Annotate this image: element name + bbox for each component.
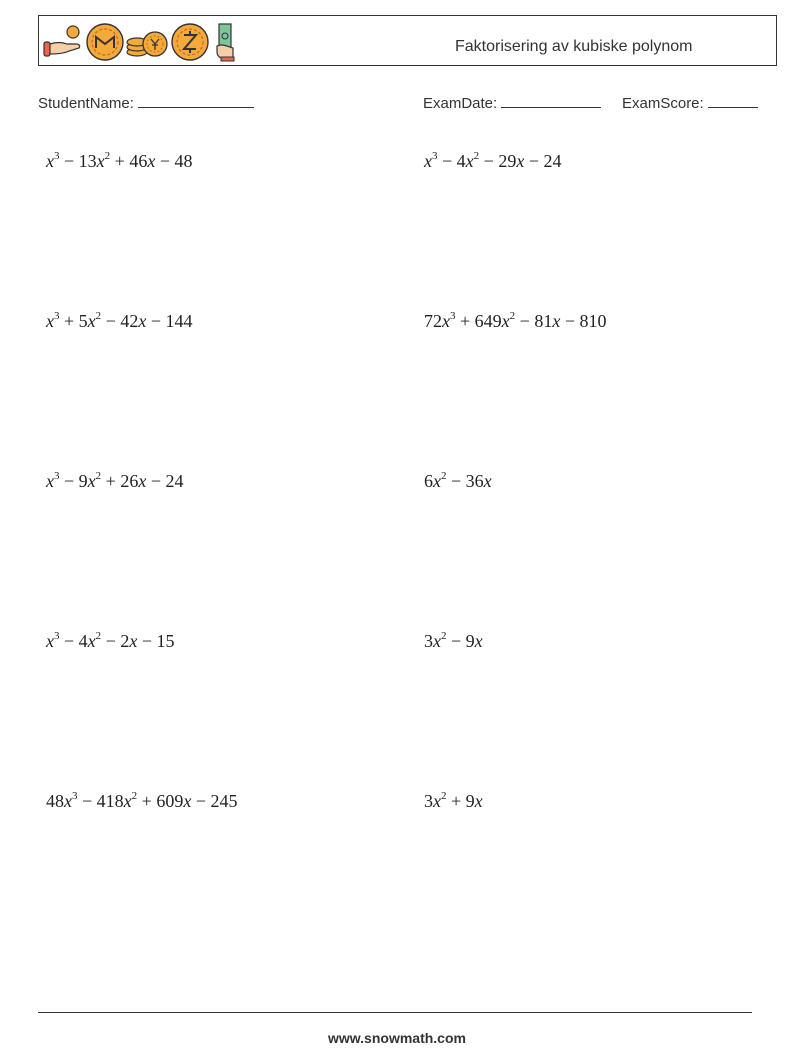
polynomial-term: − 144: [146, 311, 193, 331]
polynomial-term: − 24: [146, 471, 184, 491]
polynomial-term: − 24: [524, 151, 562, 171]
polynomial-term: $72x^3$: [424, 310, 456, 331]
polynomial-term: $48x^3$: [46, 790, 78, 811]
polynomial-term: − $9x^2$: [59, 470, 102, 491]
polynomial-term: − 9x: [446, 631, 483, 651]
polynomial-term: − $418x^2$: [77, 790, 138, 811]
polynomial-term: $x^3$: [46, 150, 60, 171]
problem-8: [424, 631, 483, 652]
polynomial-term: − $4x^2$: [437, 150, 480, 171]
polynomial-term: + 26x: [101, 471, 147, 491]
exam-date-label: ExamDate:: [423, 95, 498, 112]
polynomial-term: $x^3$: [424, 150, 438, 171]
worksheet-header: [38, 15, 777, 66]
student-name-field: [38, 93, 254, 112]
polynomial-term: − 2x: [101, 631, 138, 651]
polynomial-term: $x^3$: [46, 630, 60, 651]
problem-1: [46, 151, 192, 172]
problem-3: [46, 311, 192, 332]
polynomial-term: + 9x: [446, 791, 483, 811]
polynomial-term: + $649x^2$: [455, 310, 516, 331]
polynomial-term: $x^3$: [46, 310, 60, 331]
polynomial-term: − 29x: [479, 151, 525, 171]
problem-5: [46, 471, 183, 492]
polynomial-term: $3x^2$: [424, 630, 447, 651]
polynomial-term: − 245: [191, 791, 238, 811]
problem-4: [424, 311, 606, 332]
polynomial-term: − 48: [155, 151, 193, 171]
polynomial-term: + 46x: [110, 151, 156, 171]
polynomial-term: − 36x: [446, 471, 492, 491]
header-icon-row: [43, 21, 241, 63]
polynomial-term: $3x^2$: [424, 790, 447, 811]
polynomial-term: + 609x: [137, 791, 192, 811]
polynomial-term: − $4x^2$: [59, 630, 102, 651]
coin-stack-icon: [125, 24, 169, 60]
student-name-label: StudentName:: [38, 95, 134, 112]
problem-6: [424, 471, 492, 492]
problem-7: [46, 631, 174, 652]
worksheet-title: Faktorisering av kubiske polynom: [455, 38, 693, 55]
polynomial-term: $6x^2$: [424, 470, 447, 491]
polynomial-term: − 42x: [101, 311, 147, 331]
exam-date-blank[interactable]: [501, 93, 601, 108]
monero-coin-icon: [85, 22, 125, 62]
exam-score-label: ExamScore:: [622, 95, 704, 112]
exam-score-field: [622, 93, 758, 112]
polynomial-term: − $13x^2$: [59, 150, 111, 171]
exam-date-field: [423, 93, 601, 112]
student-name-blank[interactable]: [138, 93, 254, 108]
polynomial-term: − 81x: [515, 311, 561, 331]
polynomial-term: − 810: [560, 311, 607, 331]
exam-score-blank[interactable]: [708, 93, 758, 108]
polynomial-term: + $5x^2$: [59, 310, 102, 331]
zcash-coin-icon: [169, 22, 211, 62]
hand-banknote-icon: [211, 22, 241, 62]
problem-2: [424, 151, 561, 172]
problem-9: [46, 791, 237, 812]
footer-divider: [38, 1012, 752, 1013]
polynomial-term: $x^3$: [46, 470, 60, 491]
hand-coin-icon: [43, 24, 85, 60]
problem-10: [424, 791, 483, 812]
footer-website[interactable]: www.snowmath.com: [328, 1030, 466, 1046]
polynomial-term: − 15: [137, 631, 175, 651]
